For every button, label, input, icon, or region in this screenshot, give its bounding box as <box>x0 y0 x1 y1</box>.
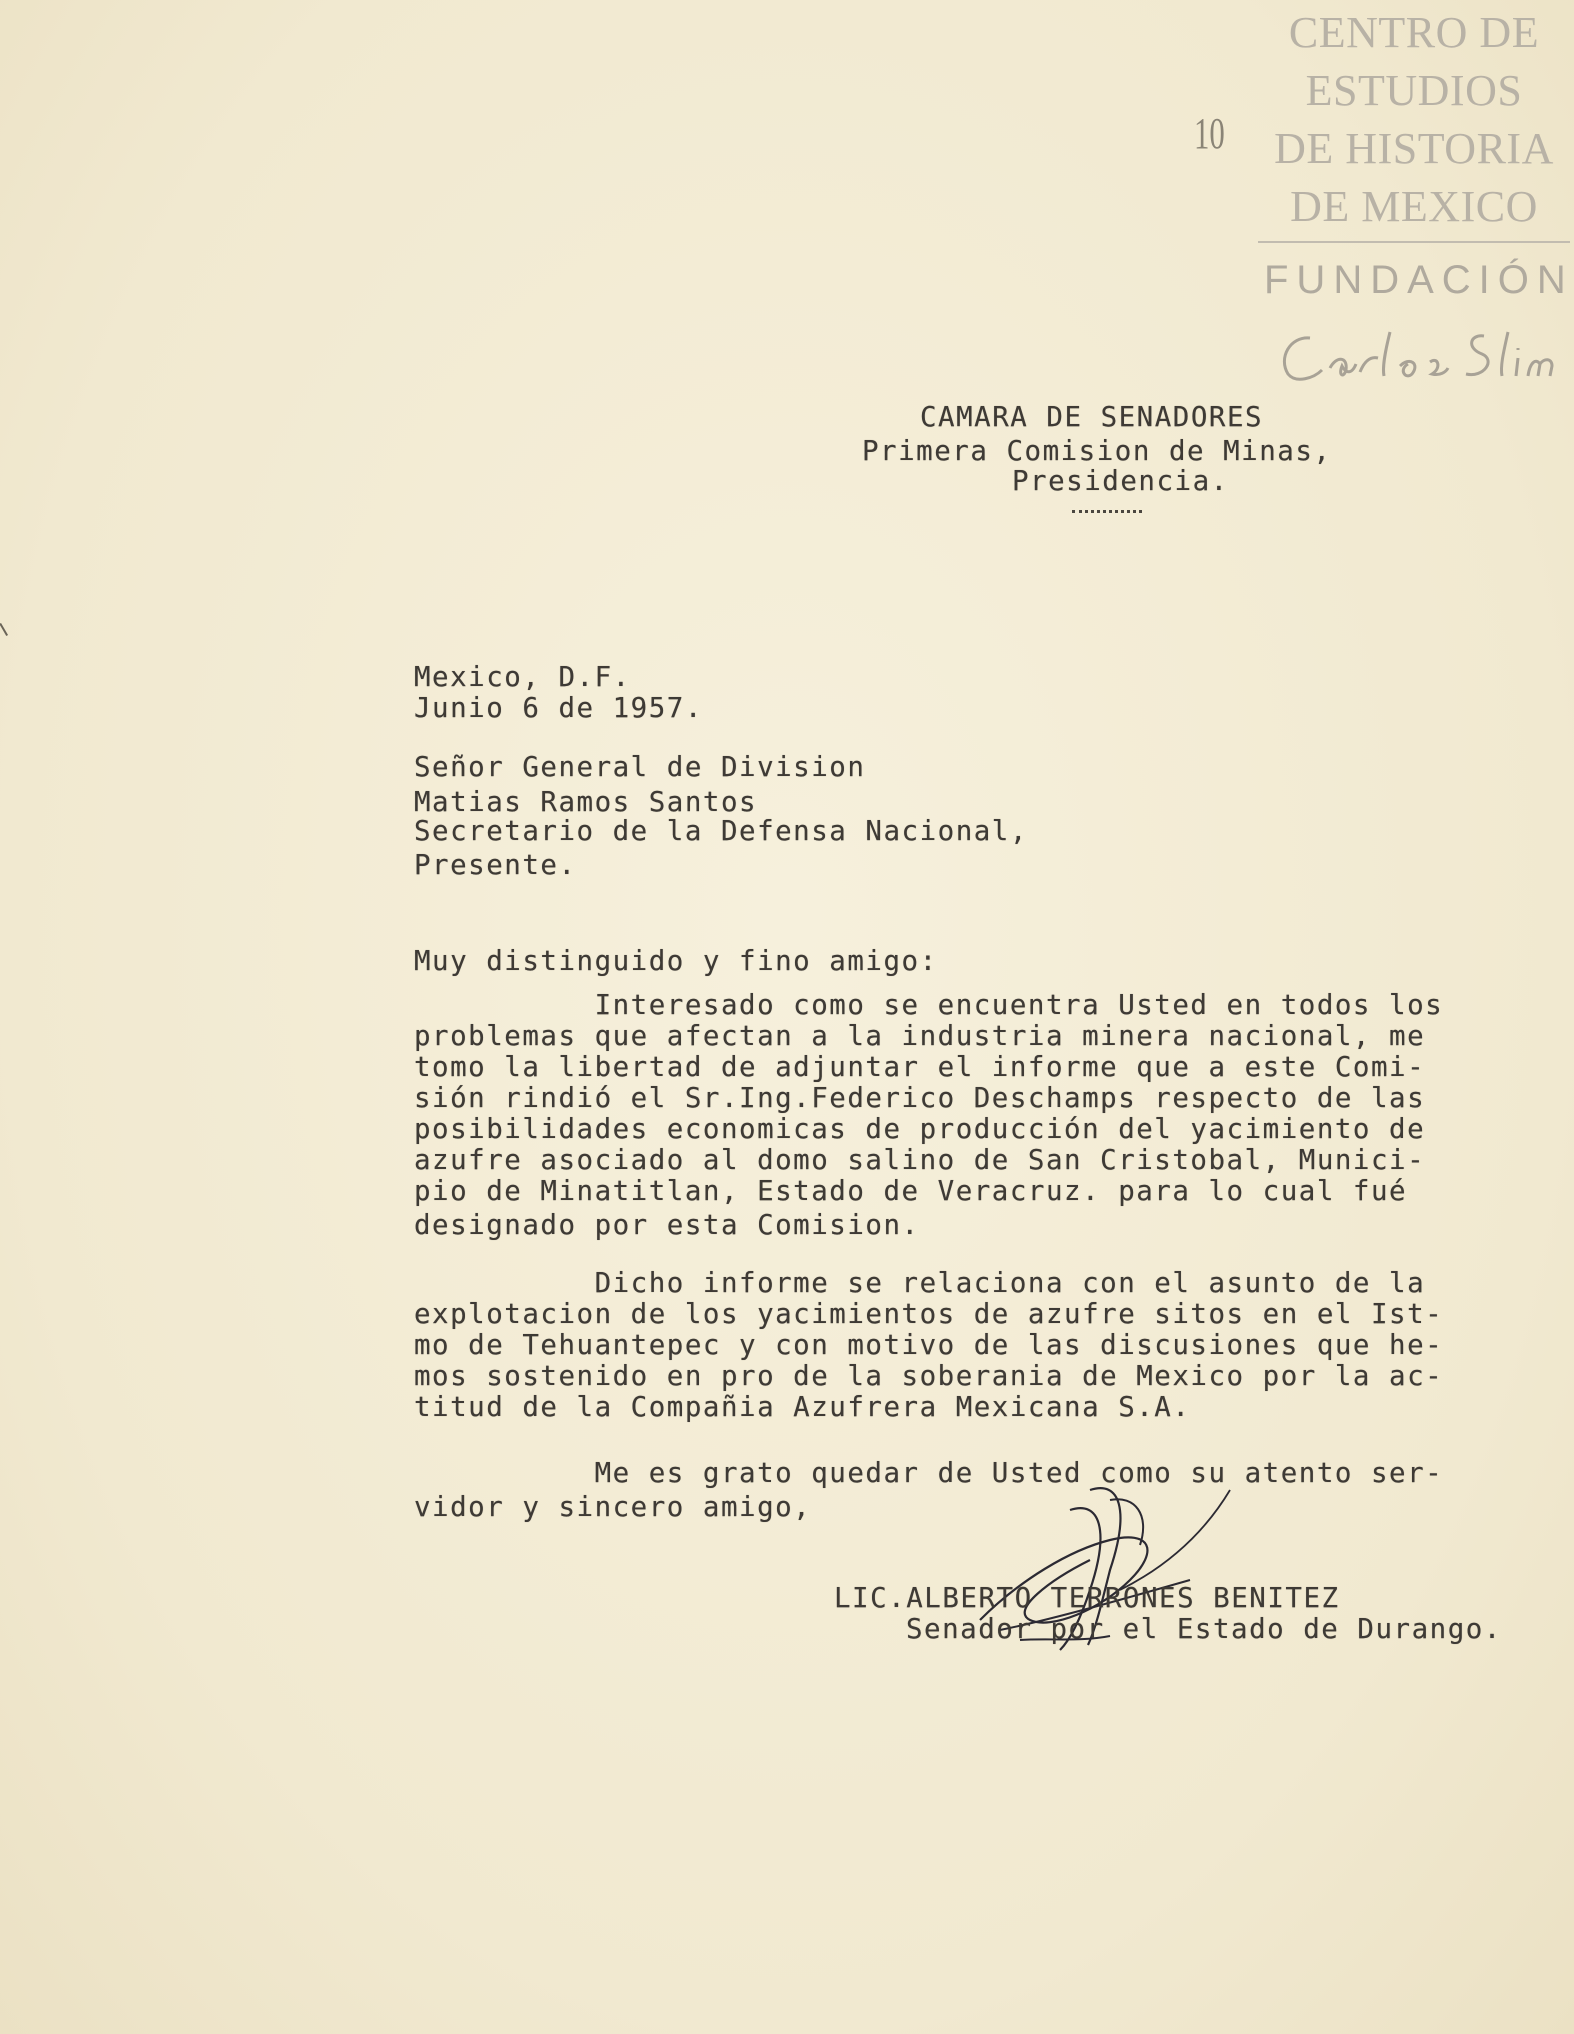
letterhead-title: CAMARA DE SENADORES <box>920 401 1264 433</box>
paragraph-line: Dicho informe se relaciona con el asunto de la <box>414 1267 1426 1299</box>
recipient-position: Secretario de la Defensa Nacional, <box>414 815 1028 847</box>
recipient-name: Matias Ramos Santos <box>414 786 758 818</box>
letterhead-commission: Primera Comision de Minas, <box>862 435 1332 467</box>
recipient-rank: Señor General de Division <box>414 751 866 783</box>
paragraph-line: explotacion de los yacimientos de azufre sitos en el Ist- <box>414 1298 1444 1330</box>
stamp-signature-logo <box>1270 318 1570 388</box>
paragraph-line: mo de Tehuantepec y con motivo de las discusiones que he- <box>414 1329 1444 1361</box>
closing-line: vidor y sincero amigo, <box>414 1491 812 1523</box>
stamp-line: DE MEXICO <box>1290 182 1538 231</box>
paragraph-line: designado por esta Comision. <box>414 1209 920 1241</box>
stamp-line: ESTUDIOS <box>1305 66 1523 115</box>
closing-line: Me es grato quedar de Usted como su atento ser- <box>414 1457 1444 1489</box>
paragraph-line: pio de Minatitlan, Estado de Veracruz. para lo cual fué <box>414 1175 1408 1207</box>
folio-number: 10 <box>1194 109 1225 158</box>
paragraph-line: azufre asociado al domo salino de San Cristobal, Munici- <box>414 1144 1426 1176</box>
paragraph-line: problemas que afectan a la industria minera nacional, me <box>414 1020 1426 1052</box>
paragraph-line: tomo la libertad de adjuntar el informe que a este Comi- <box>414 1051 1426 1083</box>
place: Mexico, D.F. <box>414 661 631 693</box>
stamp-line: CENTRO DE <box>1288 8 1540 57</box>
paragraph-line: Interesado como se encuentra Usted en todos los <box>414 989 1444 1021</box>
signatory-title: Senador por el Estado de Durango. <box>906 1613 1502 1645</box>
date: Junio 6 de 1957. <box>414 692 703 724</box>
stamp-foundation: FUNDACIÓN <box>1264 258 1574 302</box>
letterhead-presidency: Presidencia. <box>1012 465 1229 497</box>
page-edge-mark <box>0 618 17 636</box>
letterhead-underline <box>1072 510 1142 517</box>
paragraph-line: titud de la Compañia Azufrera Mexicana S.A. <box>414 1391 1191 1423</box>
salutation: Muy distinguido y fino amigo: <box>414 945 938 977</box>
paragraph-line: posibilidades economicas de producción del yacimiento de <box>414 1113 1426 1145</box>
paragraph-line: mos sostenido en pro de la soberania de Mexico por la ac- <box>414 1360 1444 1392</box>
signatory-name: LIC.ALBERTO TERRONES BENITEZ <box>834 1582 1340 1614</box>
archive-stamp <box>1258 4 1570 236</box>
paragraph-line: sión rindió el Sr.Ing.Federico Deschamps respecto de las <box>414 1082 1426 1114</box>
stamp-divider <box>1258 241 1570 243</box>
recipient-presente: Presente. <box>414 849 577 881</box>
stamp-line: DE HISTORIA <box>1274 124 1554 173</box>
